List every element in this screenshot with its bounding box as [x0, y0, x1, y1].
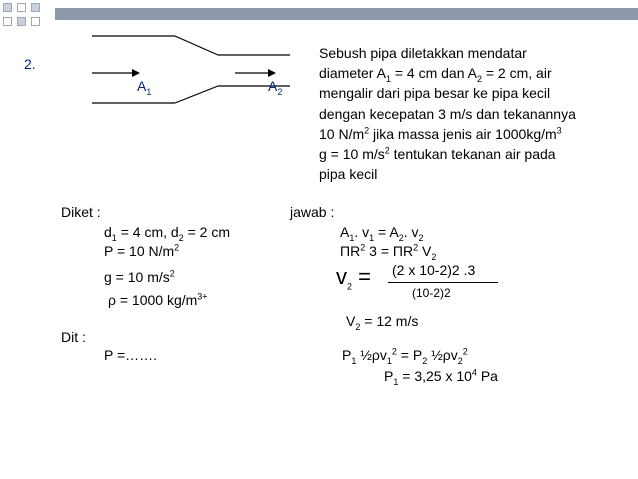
problem-text-line: diameter $A_1 = 4$ cm dan $A_2 = 2$ cm, air [319, 65, 552, 84]
label-a2: $A_2$ [268, 78, 283, 97]
problem-statement [319, 43, 619, 184]
decor-square [31, 17, 40, 26]
given-density: ρ = 1000 $kg/m^{3+}$ [108, 291, 208, 308]
decor-square [17, 17, 26, 26]
p1-result: $P_1 = 3,25$ x $10^4$ Pa [384, 367, 498, 387]
decor-square [3, 17, 12, 26]
decor-square [17, 3, 26, 12]
asked-heading: Dit : [61, 329, 86, 345]
problem-text-line: dengan kecepatan 3 m/s dan tekanannya [319, 105, 576, 122]
header-bar [55, 8, 638, 20]
decor-square [3, 3, 12, 12]
given-gravity: g = 10 $m/s^2$ [104, 268, 175, 285]
problem-text-line: g = 10 $m/s^2$ tentukan tekanan air pada [319, 145, 556, 163]
problem-number: 2. [24, 56, 36, 72]
bernoulli-equation: $P_1$ $\frac{1}{2}\rho v_1^2 = P_2$ $\frac{1}{2}\rho v_2^2$ [342, 346, 468, 366]
pipe-diagram [80, 28, 300, 108]
given-heading: Diket : [61, 204, 101, 220]
continuity-equation: $A_1$. $v_1 = A_2$. $v_2$ [340, 224, 424, 243]
problem-text-line: mengalir dari pipa besar ke pipa kecil [319, 85, 551, 102]
label-a1: $A_1$ [137, 78, 152, 97]
fraction-numerator: (2 x 10-2)2 .3 [392, 262, 476, 278]
decor-square [31, 3, 40, 12]
area-equation: $\Pi R^2$ $3 = \Pi R^2$ $V_2$ [340, 242, 437, 262]
given-diameters: $d_1 = 4$ cm, $d_2 = 2$ cm [104, 224, 230, 243]
problem-text-line: Sebush pipa diletakkan mendatar [319, 45, 527, 61]
problem-text-line: pipa kecil [319, 166, 378, 183]
pipe-bottom-taper [175, 86, 218, 103]
asked-pressure: P =……. [104, 347, 158, 363]
v2-result: $V_2 = 12$ m/s [346, 313, 419, 332]
fraction-bar [388, 282, 498, 283]
problem-text-line: 10 $N/m^2$ jika massa jenis air $1000kg/m^3$ [319, 125, 562, 142]
given-pressure: P = 10 $N/m^2$ [104, 242, 180, 259]
answer-heading: jawab : [290, 204, 335, 220]
pipe-top-taper [175, 36, 218, 55]
fraction-denominator: (10-2)2 [412, 286, 451, 300]
v2-label: $v_2$ = [336, 264, 371, 292]
